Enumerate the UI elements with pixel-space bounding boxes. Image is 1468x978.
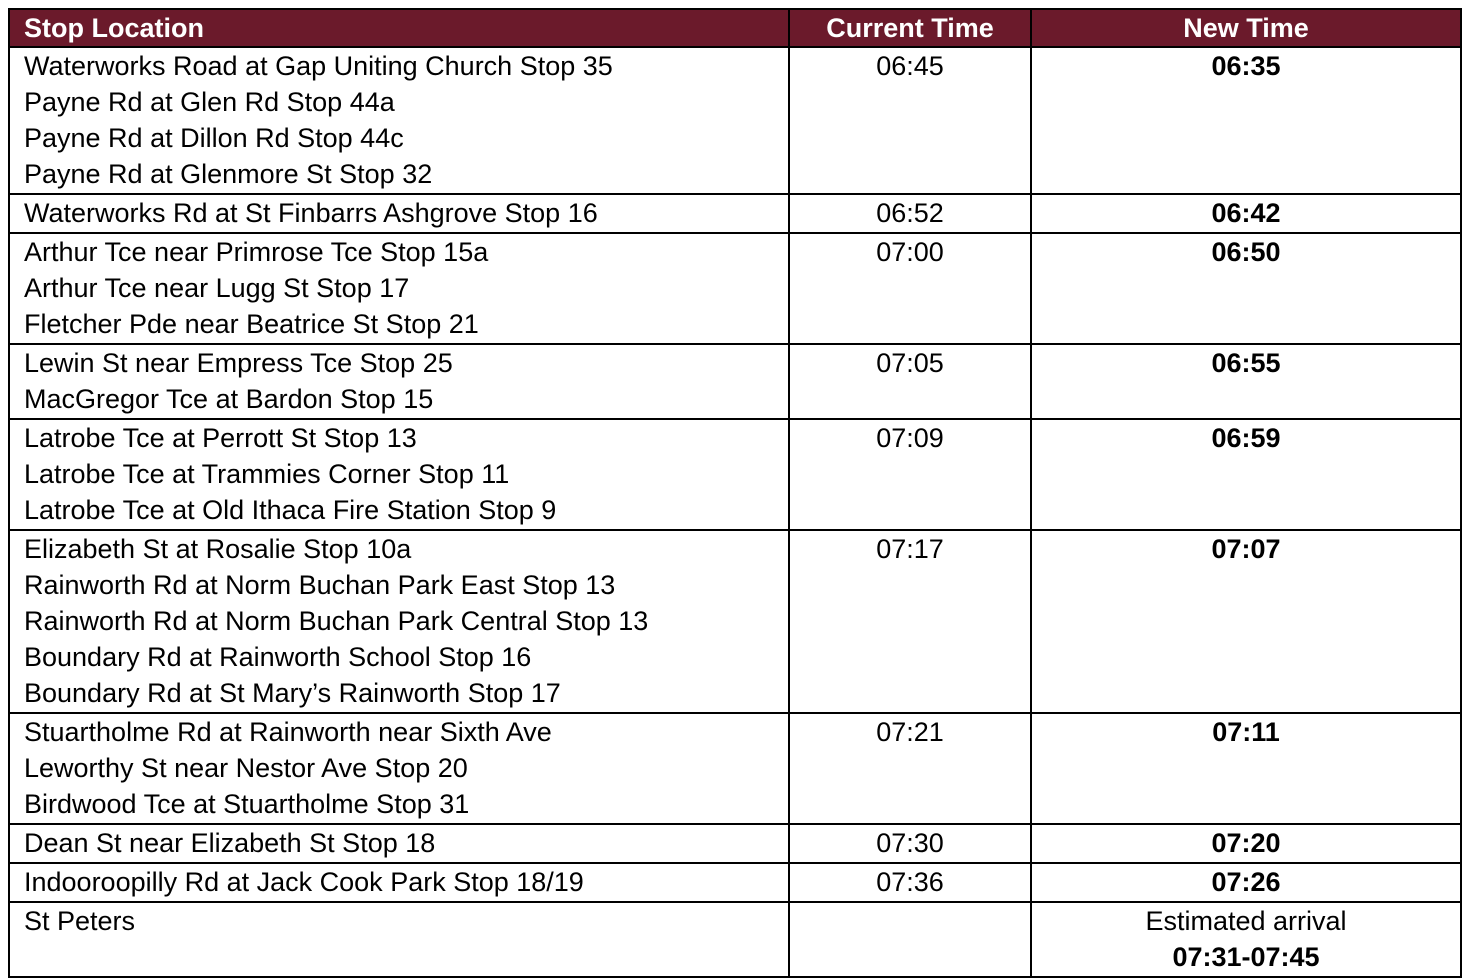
table-row: [9, 47, 1461, 194]
stop-name: Elizabeth St at Rosalie Stop 10a: [24, 534, 412, 564]
current-time-cell: 06:52: [789, 194, 1031, 233]
new-time-cell: 07:11: [1031, 713, 1461, 824]
table-row: [9, 530, 1461, 713]
header-row: [9, 9, 1461, 47]
stop-name: St Peters: [24, 906, 136, 936]
timetable-body: [9, 47, 1461, 977]
stop-name: Latrobe Tce at Trammies Corner Stop 11: [24, 459, 510, 489]
stop-name: MacGregor Tce at Bardon Stop 15: [24, 384, 434, 414]
stop-name: Payne Rd at Glenmore St Stop 32: [24, 159, 433, 189]
stop-name: Indooroopilly Rd at Jack Cook Park Stop 18/19: [24, 867, 584, 897]
stop-name: Waterworks Road at Gap Uniting Church Stop 35: [24, 51, 613, 81]
stop-cell: [9, 419, 789, 530]
current-time-cell: 07:36: [789, 863, 1031, 902]
stop-cell: [9, 713, 789, 824]
final-row: [9, 902, 1461, 977]
table-row: [9, 194, 1461, 233]
stop-name: Arthur Tce near Primrose Tce Stop 15a: [24, 237, 489, 267]
stop-cell: [9, 902, 789, 977]
new-time-cell: 06:50: [1031, 233, 1461, 344]
estimated-arrival-range: 07:31-07:45: [1172, 942, 1320, 972]
stop-cell: [9, 863, 789, 902]
table-row: [9, 419, 1461, 530]
stop-name: Stuartholme Rd at Rainworth near Sixth Ave: [24, 717, 552, 747]
new-time-cell: 06:42: [1031, 194, 1461, 233]
current-time-cell: 07:30: [789, 824, 1031, 863]
table-row: [9, 863, 1461, 902]
table-row: [9, 824, 1461, 863]
bus-timetable: [8, 8, 1462, 978]
table-row: [9, 344, 1461, 419]
stop-name: Lewin St near Empress Tce Stop 25: [24, 348, 453, 378]
new-time-cell: [1031, 902, 1461, 977]
header-current-time: Current Time: [789, 9, 1031, 47]
stop-name: Dean St near Elizabeth St Stop 18: [24, 828, 436, 858]
current-time-cell: 06:45: [789, 47, 1031, 194]
stop-cell: [9, 530, 789, 713]
stop-name: Boundary Rd at Rainworth School Stop 16: [24, 642, 532, 672]
current-time-cell: 07:21: [789, 713, 1031, 824]
stop-name: Latrobe Tce at Old Ithaca Fire Station Stop 9: [24, 495, 557, 525]
header-new-time: New Time: [1031, 9, 1461, 47]
stop-cell: [9, 194, 789, 233]
table-row: [9, 713, 1461, 824]
table-row: [9, 233, 1461, 344]
header-stop-location: Stop Location: [9, 9, 789, 47]
stop-name: Boundary Rd at St Mary’s Rainworth Stop 17: [24, 678, 561, 708]
new-time-cell: 07:20: [1031, 824, 1461, 863]
new-time-cell: 07:26: [1031, 863, 1461, 902]
current-time-cell: [789, 902, 1031, 977]
stop-name: Payne Rd at Dillon Rd Stop 44c: [24, 123, 404, 153]
current-time-cell: 07:05: [789, 344, 1031, 419]
stop-name: Rainworth Rd at Norm Buchan Park East Stop 13: [24, 570, 616, 600]
stop-name: Latrobe Tce at Perrott St Stop 13: [24, 423, 417, 453]
new-time-cell: 06:55: [1031, 344, 1461, 419]
stop-name: Fletcher Pde near Beatrice St Stop 21: [24, 309, 479, 339]
schedule-container: [8, 8, 1460, 978]
stop-name: Rainworth Rd at Norm Buchan Park Central Stop 13: [24, 606, 649, 636]
stop-cell: [9, 233, 789, 344]
stop-name: Arthur Tce near Lugg St Stop 17: [24, 273, 410, 303]
stop-cell: [9, 344, 789, 419]
new-time-cell: 06:35: [1031, 47, 1461, 194]
stop-name: Waterworks Rd at St Finbarrs Ashgrove Stop 16: [24, 198, 598, 228]
new-time-cell: 07:07: [1031, 530, 1461, 713]
current-time-cell: 07:00: [789, 233, 1031, 344]
new-time-cell: 06:59: [1031, 419, 1461, 530]
stop-name: Payne Rd at Glen Rd Stop 44a: [24, 87, 395, 117]
estimated-arrival-label: Estimated arrival: [1145, 906, 1347, 936]
stop-cell: [9, 47, 789, 194]
stop-name: Birdwood Tce at Stuartholme Stop 31: [24, 789, 470, 819]
current-time-cell: 07:09: [789, 419, 1031, 530]
stop-name: Leworthy St near Nestor Ave Stop 20: [24, 753, 468, 783]
stop-cell: [9, 824, 789, 863]
current-time-cell: 07:17: [789, 530, 1031, 713]
